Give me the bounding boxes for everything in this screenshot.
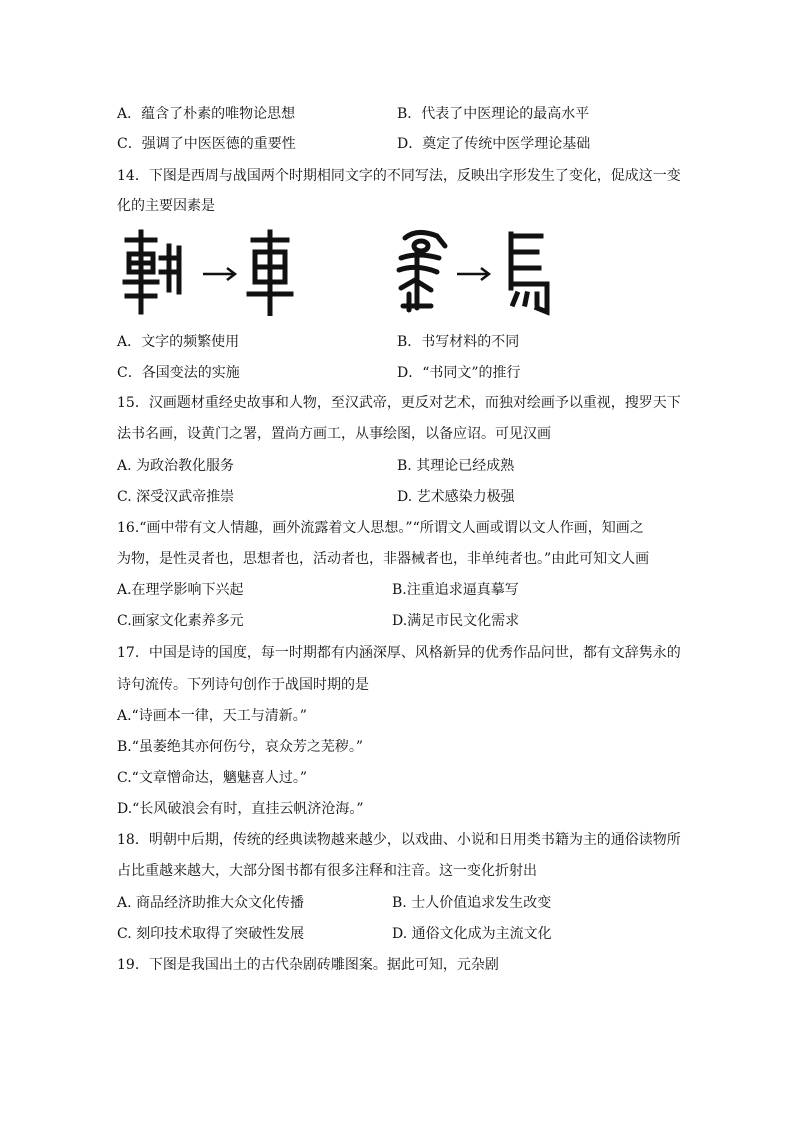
q17-option-b[interactable]: B.“虽萎绝其亦何伤兮，哀众芳之芜秽。”	[117, 739, 364, 755]
q13-option-c[interactable]: C．强调了中医医德的重要性	[117, 136, 296, 152]
q14-option-c[interactable]: C．各国变法的实施	[117, 365, 240, 381]
q15-option-a[interactable]: A. 为政治教化服务	[117, 458, 235, 474]
q16-stem-line1: 16.“画中带有文人情趣，画外流露着文人思想。”“所谓文人画或谓以文人作画，知画之	[117, 520, 644, 536]
modern-che-glyph	[249, 232, 291, 314]
q15-option-c[interactable]: C. 深受汉武帝推崇	[117, 489, 235, 505]
q18-stem-line2: 占比重越来越大，大部分图书都有很多注释和注音。这一变化折射出	[117, 863, 537, 879]
q17-option-a[interactable]: A.“诗画本一律，天工与清新。”	[117, 708, 307, 724]
q16-option-c[interactable]: C.画家文化素养多元	[117, 613, 244, 629]
q14-option-b[interactable]: B．书写材料的不同	[397, 334, 520, 350]
q17-stem-line2: 诗句流传。下列诗句创作于战国时期的是	[117, 677, 369, 693]
q15-option-d[interactable]: D. 艺术感染力极强	[397, 489, 515, 505]
q13-option-d[interactable]: D．奠定了传统中医学理论基础	[397, 136, 591, 152]
q15-option-b[interactable]: B. 其理论已经成熟	[397, 458, 515, 474]
q15-stem-line1: 15．汉画题材重经史故事和人物，至汉武帝，更反对艺术，而独对绘画予以重视，搜罗天下	[117, 395, 681, 411]
q15-stem-line2: 法书名画，设黄门之署，置尚方画工，从事绘图，以备应诏。可见汉画	[117, 426, 551, 442]
q16-option-b[interactable]: B.注重追求逼真摹写	[392, 582, 519, 598]
q14-stem-line2: 化的主要因素是	[117, 198, 215, 214]
arrow-icon	[457, 268, 489, 280]
q13-option-b[interactable]: B．代表了中医理论的最高水平	[397, 106, 590, 122]
q13-option-a[interactable]: A．蕴含了朴素的唯物论思想	[117, 106, 296, 122]
q18-option-b[interactable]: B. 士人价值追求发生改变	[392, 895, 552, 911]
q14-glyph-figure	[117, 228, 587, 316]
q17-option-d[interactable]: D.“长风破浪会有时，直挂云帆济沧海。”	[117, 801, 364, 817]
modern-ma-glyph	[511, 234, 547, 312]
q16-option-a[interactable]: A.在理学影响下兴起	[117, 582, 244, 598]
q14-stem-line1: 14．下图是西周与战国两个时期相同文字的不同写法，反映出字形发生了变化，促成这一变	[117, 168, 681, 184]
q17-stem-line1: 17．中国是诗的国度，每一时期都有内涵深厚、风格新异的优秀作品问世，都有文辞隽永的	[117, 645, 681, 661]
q18-option-c[interactable]: C. 刻印技术取得了突破性发展	[117, 926, 305, 942]
q16-stem-line2: 为物，是性灵者也，思想者也，活动者也，非器械者也，非单纯者也。”由此可知文人画	[117, 551, 650, 567]
q18-option-a[interactable]: A. 商品经济助推大众文化传播	[117, 895, 305, 911]
q18-option-d[interactable]: D. 通俗文化成为主流文化	[392, 926, 552, 942]
glyph-figure-svg	[117, 228, 587, 316]
q16-option-d[interactable]: D.满足市民文化需求	[392, 613, 520, 629]
q14-option-d[interactable]: D．“书同文”的推行	[397, 365, 521, 381]
q19-stem-line1: 19．下图是我国出土的古代杂剧砖雕图案。据此可知，元杂剧	[117, 957, 499, 973]
ancient-che-glyph	[125, 232, 179, 312]
q14-option-a[interactable]: A．文字的频繁使用	[117, 334, 240, 350]
q18-stem-line1: 18．明朝中后期，传统的经典读物越来越少，以戏曲、小说和日用类书籍为主的通俗读物所	[117, 832, 681, 848]
q17-option-c[interactable]: C.“文章憎命达，魑魅喜人过。”	[117, 770, 307, 786]
arrow-icon	[203, 268, 235, 280]
ancient-ma-glyph	[399, 232, 445, 310]
